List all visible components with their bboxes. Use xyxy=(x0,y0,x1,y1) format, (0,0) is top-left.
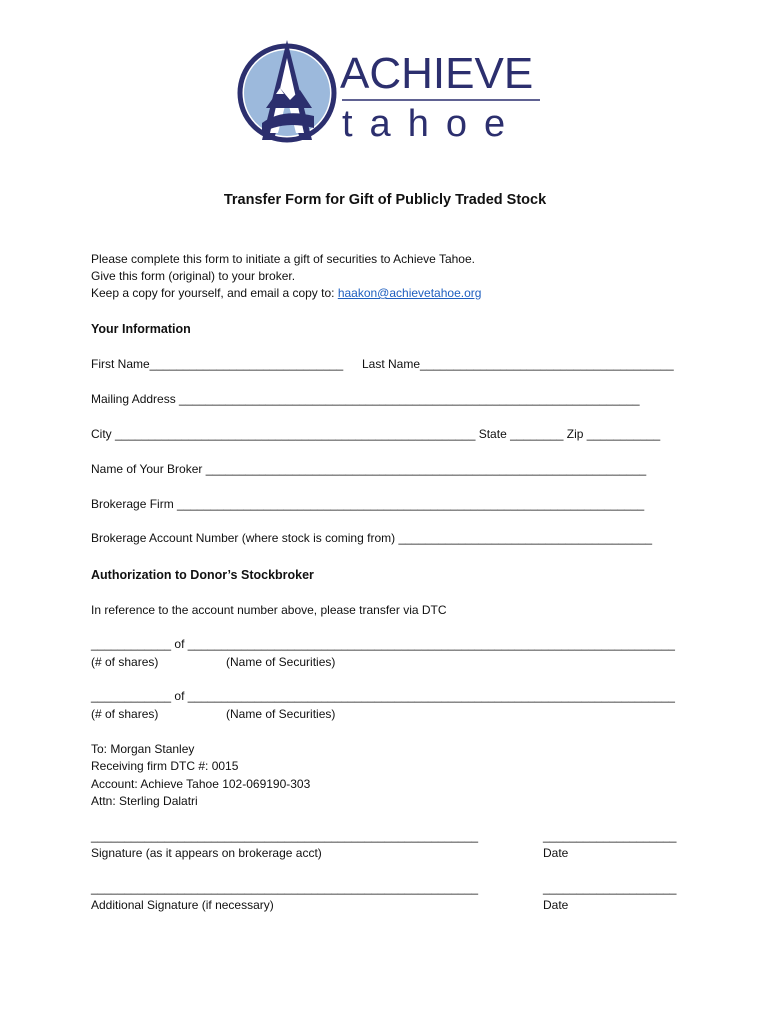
authorization-heading: Authorization to Donor’s Stockbroker xyxy=(91,568,314,582)
intro-line-1: Please complete this form to initiate a gift of securities to Achieve Tahoe. xyxy=(91,252,475,266)
first-name-field[interactable]: First Name_____________________________ xyxy=(91,357,344,371)
signature-label-1: Signature (as it appears on brokerage acct) xyxy=(91,846,322,860)
recipient-to: To: Morgan Stanley xyxy=(91,742,195,756)
recipient-dtc: Receiving firm DTC #: 0015 xyxy=(91,759,239,773)
mailing-address-field[interactable]: Mailing Address _____________________________________________________________________ xyxy=(91,392,640,406)
city-state-zip-field[interactable]: City ______________________________________________________ State ________ Zip ___________ xyxy=(91,427,661,441)
shares-label-2: (# of shares) xyxy=(91,707,159,721)
achieve-tahoe-logo xyxy=(222,28,552,158)
date-label-1: Date xyxy=(543,846,569,860)
your-information-heading: Your Information xyxy=(91,322,191,336)
signature-line-2[interactable]: __________________________________________________________ xyxy=(91,881,479,895)
securities-label-2: (Name of Securities) xyxy=(226,707,336,721)
signature-label-2: Additional Signature (if necessary) xyxy=(91,898,274,912)
logo-word-achieve: ACHIEVE xyxy=(340,49,534,98)
securities-label-1: (Name of Securities) xyxy=(226,655,336,669)
transfer-line-2[interactable]: ____________ of _________________________________________________________________________ xyxy=(91,689,675,703)
recipient-account: Account: Achieve Tahoe 102-069190-303 xyxy=(91,777,311,791)
signature-line-1[interactable]: __________________________________________________________ xyxy=(91,829,479,843)
email-link[interactable]: haakon@achievetahoe.org xyxy=(337,286,482,300)
intro-line-3 xyxy=(91,286,481,301)
transfer-line-1[interactable]: ____________ of _________________________________________________________________________ xyxy=(91,637,675,651)
logo-graphic xyxy=(222,28,552,158)
shares-label-1: (# of shares) xyxy=(91,655,159,669)
date-label-2: Date xyxy=(543,898,569,912)
form-title: Transfer Form for Gift of Publicly Traded Stock xyxy=(223,192,547,208)
date-line-1[interactable]: ____________________ xyxy=(543,829,677,843)
intro-line-3-text: Keep a copy for yourself, and email a copy to: xyxy=(91,286,338,300)
date-line-2[interactable]: ____________________ xyxy=(543,881,677,895)
brokerage-firm-field[interactable]: Brokerage Firm ______________________________________________________________________ xyxy=(91,497,645,511)
logo-word-tahoe: tahoe xyxy=(342,103,523,145)
broker-name-field[interactable]: Name of Your Broker __________________________________________________________________ xyxy=(91,462,647,476)
transfer-reference-text: In reference to the account number above, please transfer via DTC xyxy=(91,603,447,617)
recipient-attn: Attn: Sterling Dalatri xyxy=(91,794,198,808)
intro-line-2: Give this form (original) to your broker. xyxy=(91,269,296,283)
brokerage-account-field[interactable]: Brokerage Account Number (where stock is coming from) ______________________________________ xyxy=(91,531,653,545)
last-name-field[interactable]: Last Name______________________________________ xyxy=(362,357,674,371)
